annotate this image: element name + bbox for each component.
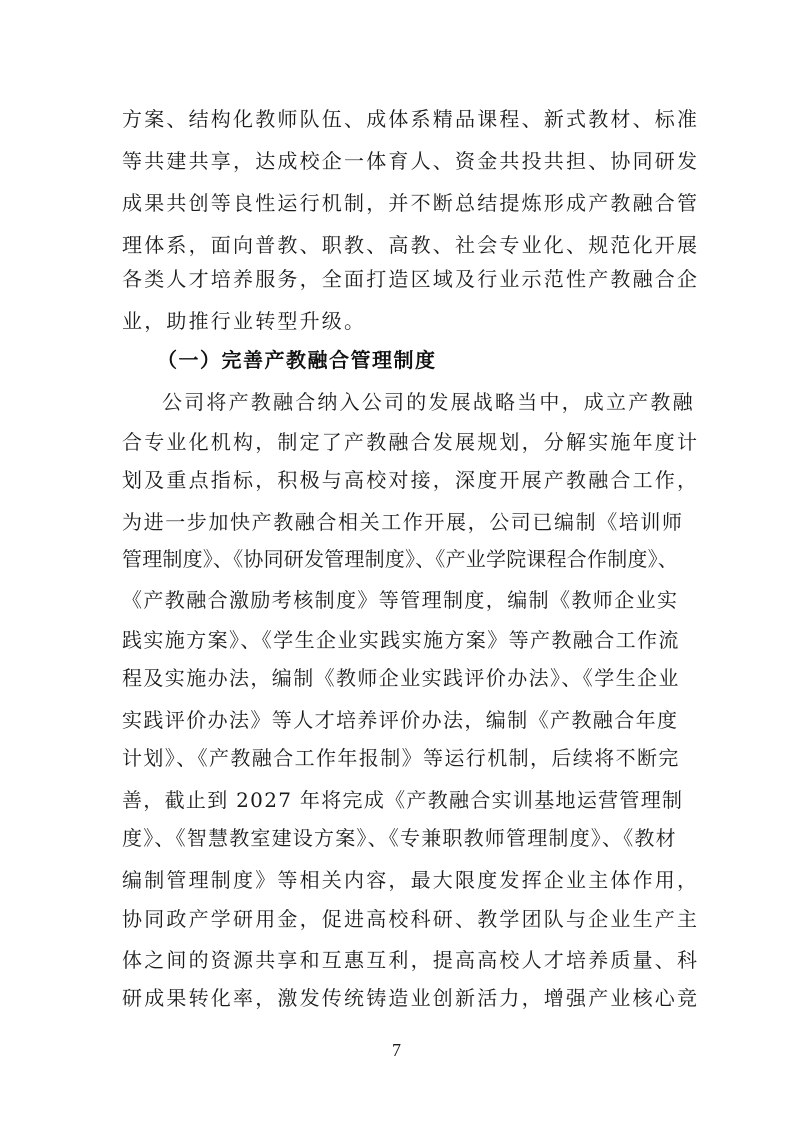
paragraph-line: 研成果转化率，激发传统铸造业创新活力，增强产业核心竞 bbox=[122, 986, 700, 1010]
paragraph-line: 管理制度》、《协同研发管理制度》、《产业学院课程合作制度》、 bbox=[122, 547, 678, 571]
paragraph-line: 编制管理制度》等相关内容，最大限度发挥企业主体作用， bbox=[122, 868, 700, 892]
paragraph-line: 等共建共享，达成校企一体育人、资金共投共担、协同研发 bbox=[122, 149, 700, 173]
paragraph-line: 划及重点指标，积极与高校对接，深度开展产教融合工作， bbox=[122, 468, 700, 492]
paragraph-line: 程及实施办法，编制《教师企业实践评价办法》、《学生企业 bbox=[122, 666, 680, 690]
paragraph-line: 协同政产学研用金，促进高校科研、教学团队与企业生产主 bbox=[122, 907, 700, 931]
page-number: 7 bbox=[392, 1040, 401, 1060]
paragraph-line: 计划》、《产教融合工作年报制》等运行机制，后续将不断完 bbox=[122, 746, 680, 770]
paragraph-line: 合专业化机构，制定了产教融合发展规划，分解实施年度计 bbox=[122, 430, 700, 454]
paragraph-line: 度》、《智慧教室建设方案》、《专兼职教师管理制度》、《教材 bbox=[122, 826, 677, 850]
paragraph-line: 践实施方案》、《学生企业实践实施方案》等产教融合工作流 bbox=[122, 628, 680, 652]
paragraph-line: 善，截止到 2027 年将完成《产教融合实训基地运营管理制 bbox=[122, 788, 684, 812]
paragraph-line: 实践评价办法》等人才培养评价办法，编制《产教融合年度 bbox=[122, 708, 679, 732]
paragraph-line: 成果共创等良性运行机制，并不断总结提炼形成产教融合管 bbox=[122, 191, 700, 215]
section-heading: （一）完善产教融合管理制度 bbox=[157, 348, 437, 372]
paragraph-line: 业，助推行业转型升级。 bbox=[122, 309, 367, 333]
paragraph-line: 各类人才培养服务，全面打造区域及行业示范性产教融合企 bbox=[122, 267, 700, 291]
paragraph-line: 《产教融合激励考核制度》等管理制度，编制《教师企业实 bbox=[122, 588, 679, 612]
paragraph-line: 体之间的资源共享和互惠互利，提高高校人才培养质量、科 bbox=[122, 948, 700, 972]
paragraph-line: 为进一步加快产教融合相关工作开展，公司已编制《培训师 bbox=[122, 510, 684, 534]
paragraph-line: 公司将产教融合纳入公司的发展战略当中，成立产教融 bbox=[162, 390, 695, 414]
paragraph-line: 理体系，面向普教、职教、高教、社会专业化、规范化开展 bbox=[122, 233, 700, 257]
paragraph-line: 方案、结构化教师队伍、成体系精品课程、新式教材、标准 bbox=[122, 107, 700, 131]
